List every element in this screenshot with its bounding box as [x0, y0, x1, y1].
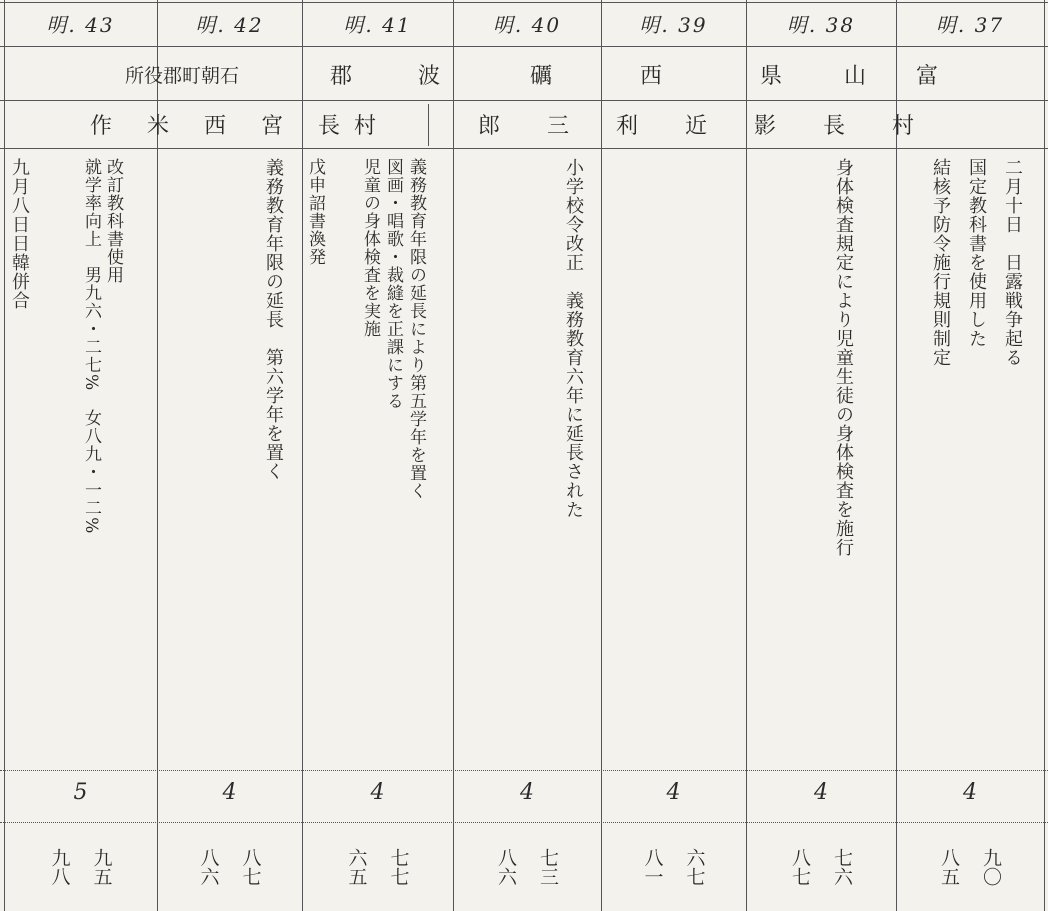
era-label: 明. 42	[195, 12, 264, 37]
prefecture-char: 山	[844, 63, 867, 89]
event-text: 身体検査規定により児童生徒の身体検査を施行	[833, 158, 854, 557]
era-label: 明. 38	[786, 12, 856, 37]
prefecture-char: 西	[640, 63, 663, 89]
prefecture-char: 礪	[530, 63, 553, 89]
event-text: 小学校令改正 義務教育六年に延長された	[563, 158, 584, 519]
era-label: 明. 40	[492, 12, 562, 37]
event-text: 九月八日日韓併合	[9, 158, 30, 310]
event-text: 義務教育年限の延長により第五学年を置く 図画・唱歌・裁縫を正課にする 児童の身体検査を実施	[360, 158, 426, 500]
event-text: 戊申詔書渙発	[305, 158, 325, 266]
era-label: 明. 37	[935, 12, 1005, 37]
prefecture-row	[125, 56, 1025, 92]
count-value: 4	[222, 779, 237, 805]
event-text: 義務教育年限の延長 第六学年を置く	[263, 158, 284, 481]
event-text: 二月十日 日露戦争起る 国定教科書を使用した 結核予防令施行規則制定	[930, 158, 1023, 367]
number-value: 七三	[537, 848, 559, 886]
number-value: 八五	[938, 848, 960, 886]
count-value: 5	[73, 779, 88, 805]
prefecture-char: 郡	[330, 63, 353, 89]
number-value: 八七	[239, 848, 262, 886]
number-value: 七六	[831, 848, 853, 886]
era-label: 明. 43	[46, 12, 115, 37]
number-value: 九八	[48, 848, 71, 886]
number-value: 九五	[90, 848, 113, 886]
count-value: 4	[963, 779, 977, 805]
number-pair	[157, 848, 302, 906]
era-label: 明. 41	[343, 12, 412, 37]
number-value: 八六	[197, 848, 220, 886]
count-value: 4	[520, 779, 534, 805]
number-pair	[4, 848, 157, 906]
number-value: 八一	[641, 848, 664, 886]
number-value: 八六	[495, 848, 517, 886]
office-label: 所役郡町朝石	[125, 64, 240, 87]
prefecture-char: 富	[916, 63, 939, 89]
era-label: 明. 39	[639, 12, 708, 37]
count-value: 4	[814, 779, 828, 805]
count-value: 4	[370, 779, 385, 805]
number-pair	[302, 848, 453, 906]
event-text: 改訂教科書使用 就学率向上 男九六・二七% 女八九・一二%	[81, 158, 123, 535]
village-left: 作 米 西 宮 長村	[90, 113, 390, 139]
prefecture-char: 県	[760, 63, 783, 89]
village-divider	[428, 104, 429, 146]
number-pair	[746, 848, 896, 906]
prefecture-char: 波	[418, 63, 441, 89]
number-value: 九〇	[980, 848, 1002, 886]
number-value: 六七	[683, 848, 706, 886]
number-pair	[453, 848, 601, 906]
number-pair	[896, 848, 1044, 906]
count-value: 4	[666, 779, 681, 805]
number-value: 六五	[345, 848, 368, 886]
number-value: 八七	[789, 848, 811, 886]
column-divider	[1044, 0, 1045, 911]
number-pair	[601, 848, 746, 906]
village-right: 郎 三 利 近 影 長 村	[478, 113, 914, 139]
number-value: 七七	[387, 848, 410, 886]
